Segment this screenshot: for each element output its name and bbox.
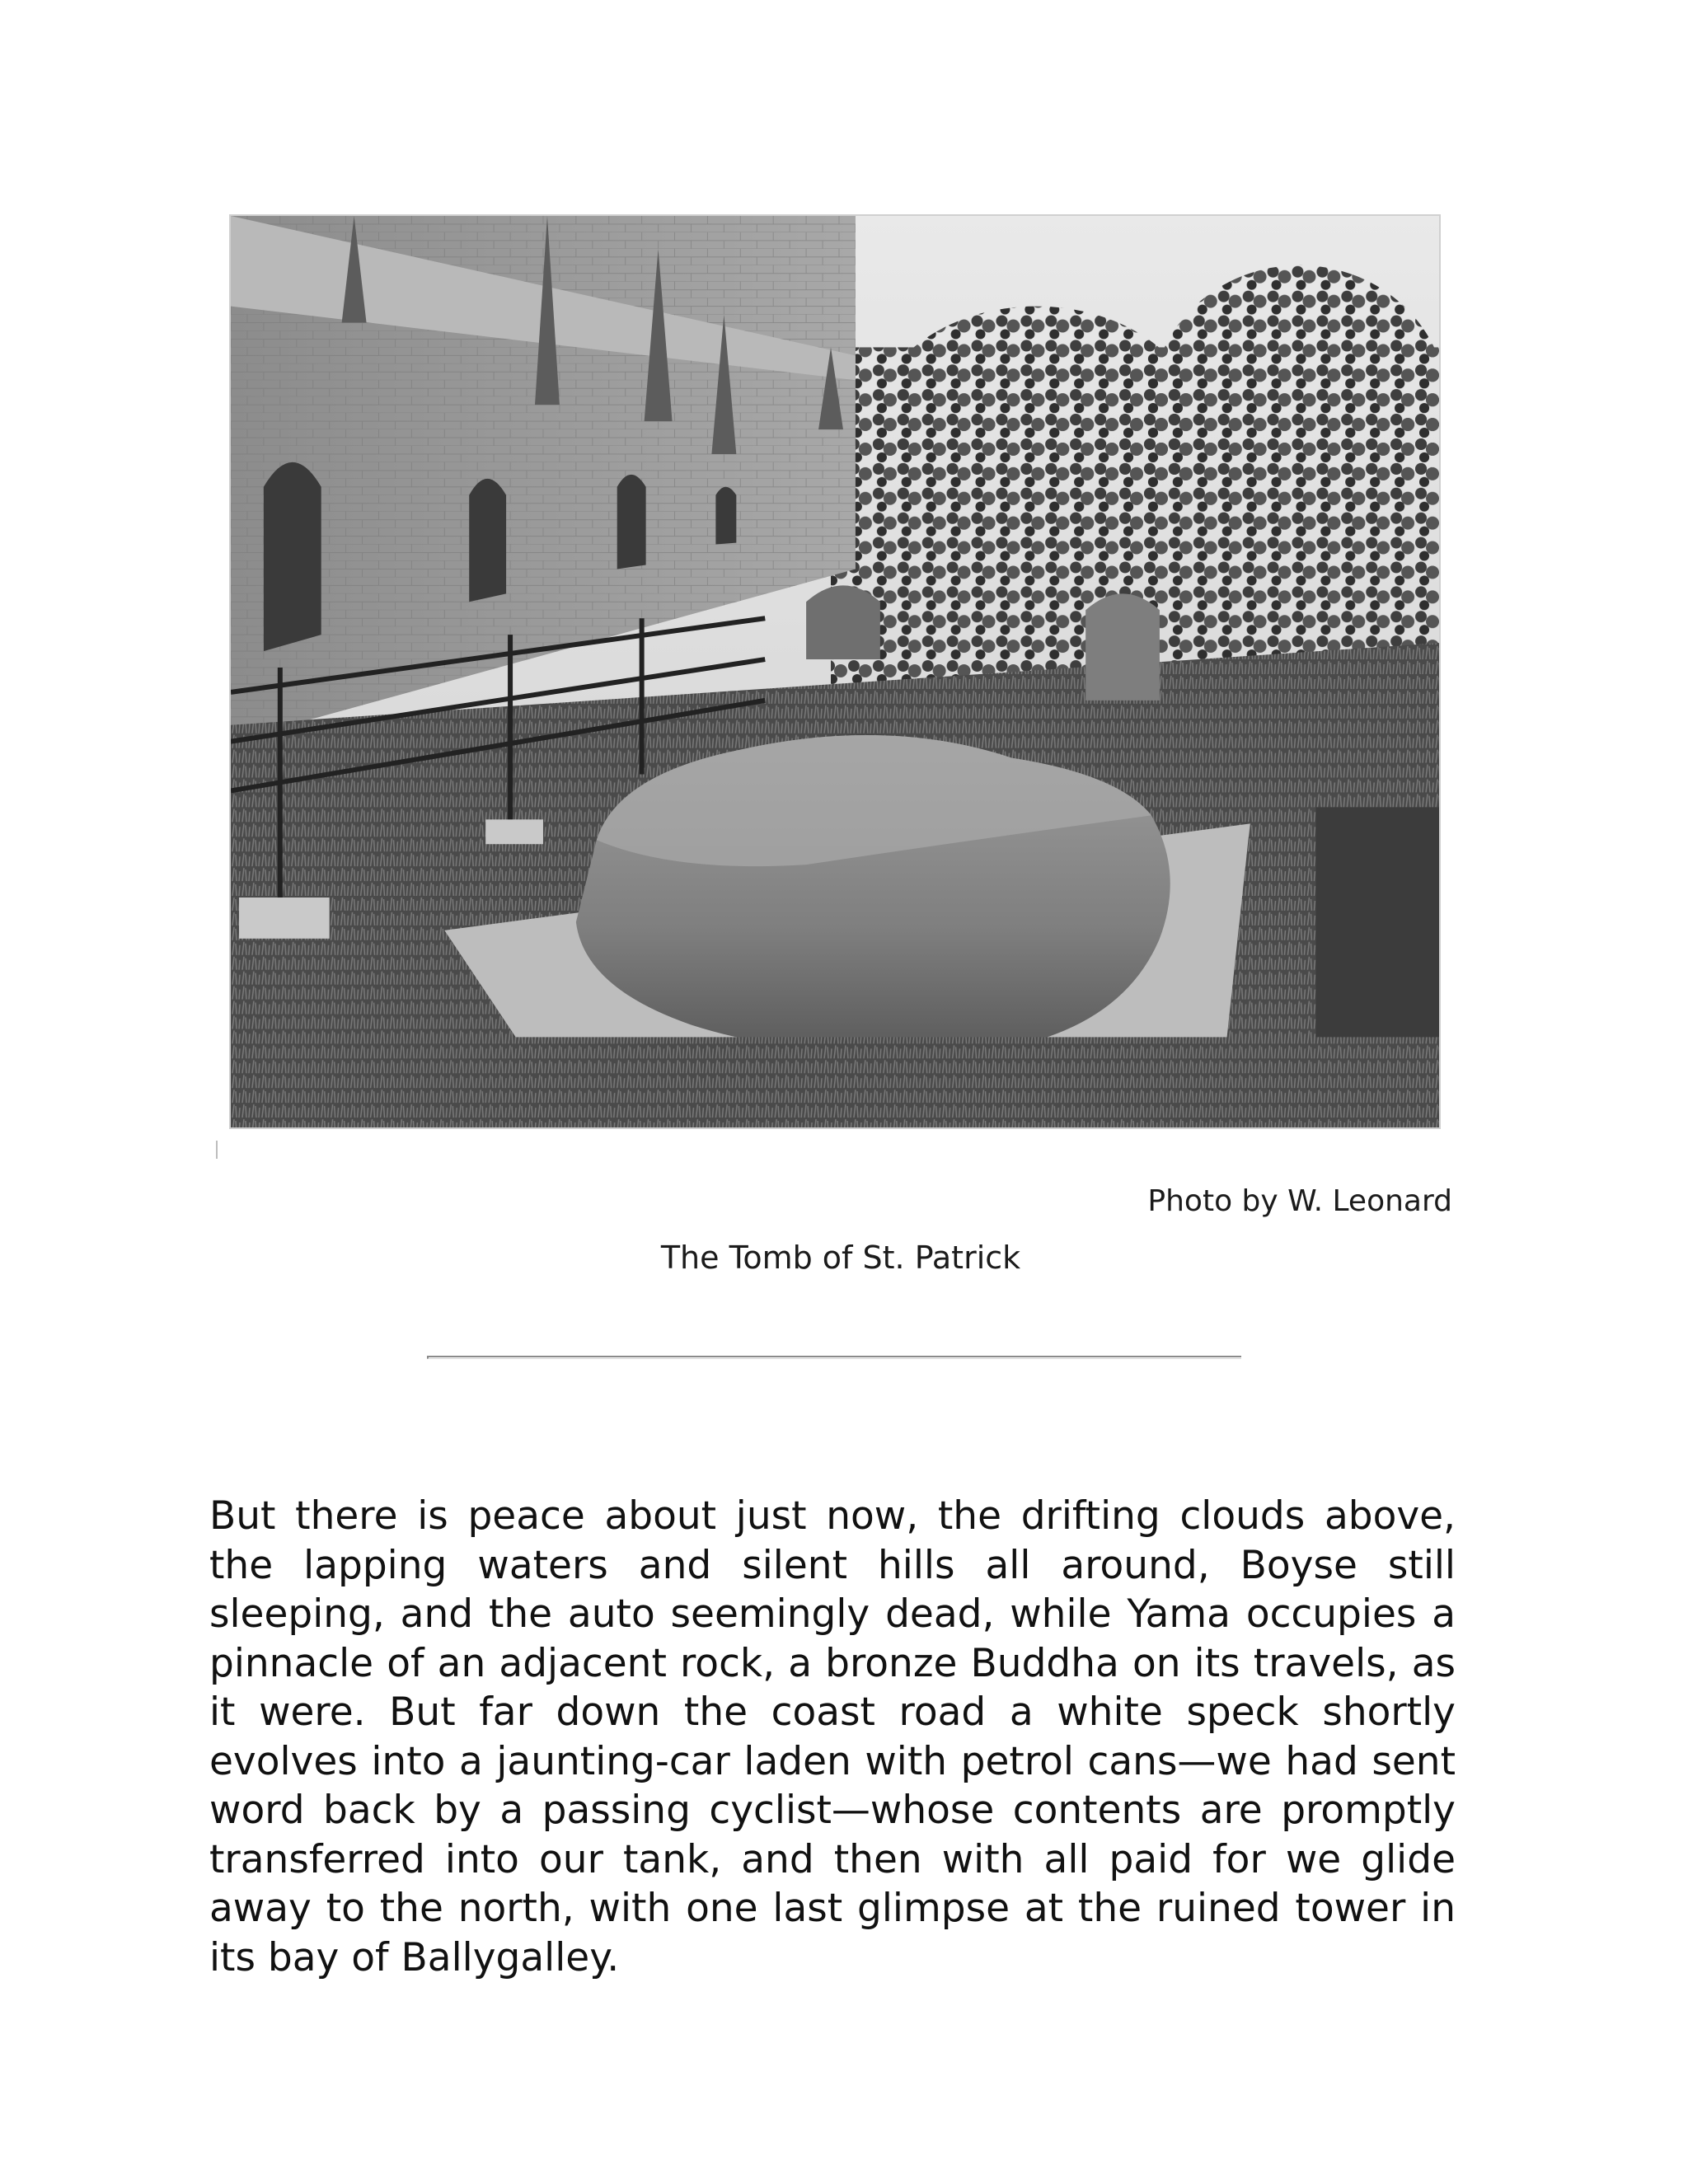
tomb-photo-illustration bbox=[231, 216, 1439, 1127]
photo-credit: Photo by W. Leonard bbox=[1147, 1184, 1452, 1218]
body-paragraph: But there is peace about just now, the drifting clouds above, the lapping waters and silent hills all around, Boyse still sleeping, and the auto seemingly dead, while Yama occupies a pinnacle of an adjacent rock, a bronze Buddha on its travels, as it were. But far down the coast road a white speck shortly evolves into a jaunting-car laden with petrol cans—we had sent word back by a passing cyclist—whose contents are promptly transferred into our tank, and then with all paid for we glide away to the north, with one last glimpse at the ruined tower in its bay of Ballygalley. bbox=[209, 1493, 1456, 1980]
tomb-photograph bbox=[229, 214, 1441, 1129]
section-divider bbox=[427, 1356, 1241, 1359]
image-edge-mark bbox=[216, 1141, 218, 1159]
figure-caption: The Tomb of St. Patrick bbox=[660, 1240, 1021, 1276]
